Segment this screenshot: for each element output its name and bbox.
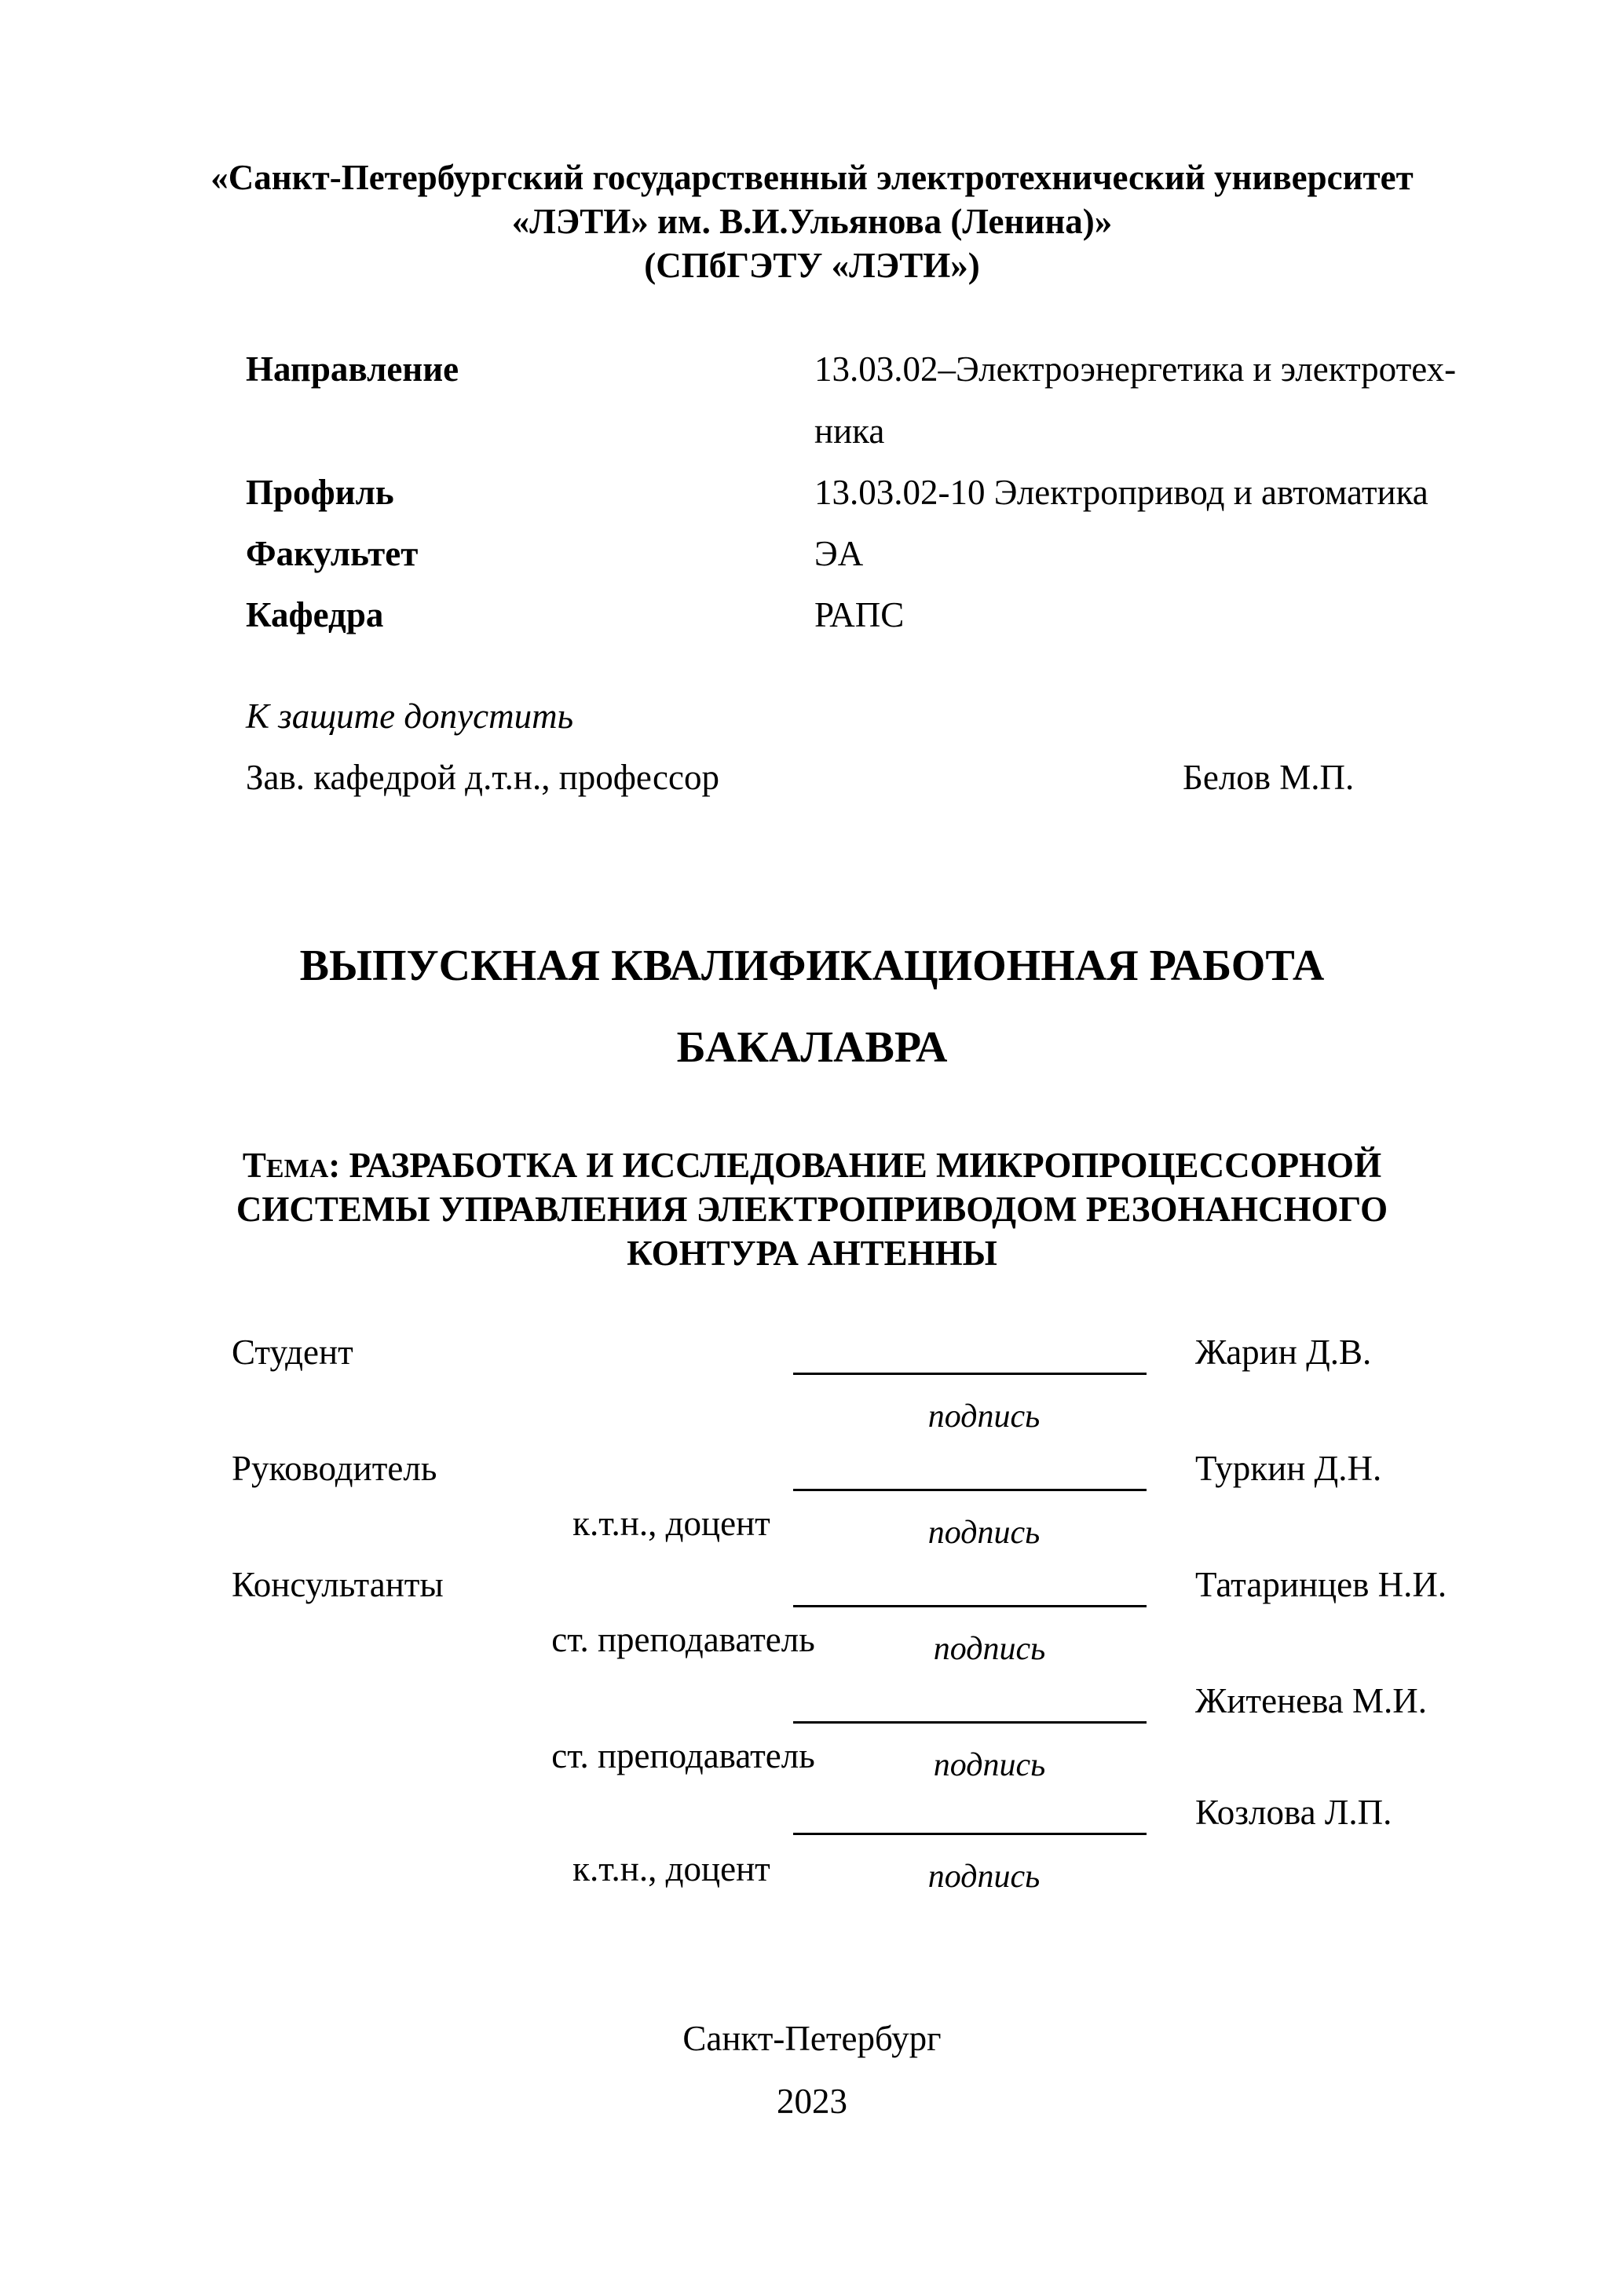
consultant2-signature-caption: подпись xyxy=(933,1747,1046,1783)
student-name: Жарин Д.В. xyxy=(1195,1333,1372,1372)
department-label: Кафедра xyxy=(246,595,384,634)
supervisor-name: Туркин Д.Н. xyxy=(1195,1449,1382,1488)
consultant3-signature-caption: подпись xyxy=(927,1859,1041,1895)
direction-label: Направление xyxy=(246,349,459,389)
footer-city: Санкт-Петербург xyxy=(682,2019,942,2058)
consultant3-signature-line xyxy=(793,1833,1147,1835)
thesis-title-line1: ВЫПУСКНАЯ КВАЛИФИКАЦИОННАЯ РАБОТА xyxy=(299,941,1325,990)
supervisor-role-label: Руководитель xyxy=(232,1449,437,1488)
supervisor-position: к.т.н., доцент xyxy=(572,1504,770,1543)
consultant2-signature-line xyxy=(793,1721,1147,1724)
consultant3-name: Козлова Л.П. xyxy=(1195,1793,1392,1832)
faculty-label: Факультет xyxy=(246,534,419,573)
profile-value: 13.03.02-10 Электропривод и автоматика xyxy=(814,473,1428,512)
approval-position: Зав. кафедрой д.т.н., профессор xyxy=(246,758,719,797)
consultant2-position: ст. преподаватель xyxy=(551,1736,815,1775)
theme-prefix-initial: Т xyxy=(242,1146,266,1185)
student-signature-caption: подпись xyxy=(927,1398,1041,1435)
direction-value-line1: 13.03.02–Электроэнергетика и электротех- xyxy=(814,349,1457,389)
consultant3-position: к.т.н., доцент xyxy=(572,1849,770,1888)
supervisor-signature-caption: подпись xyxy=(927,1515,1041,1551)
consultant1-position: ст. преподаватель xyxy=(551,1620,815,1659)
approval-name: Белов М.П. xyxy=(1183,758,1355,797)
theme-line2: СИСТЕМЫ УПРАВЛЕНИЯ ЭЛЕКТРОПРИВОДОМ РЕЗОНАНСНОГО xyxy=(236,1190,1388,1229)
consultant1-name: Татаринцев Н.И. xyxy=(1195,1565,1447,1604)
university-name-line2: «ЛЭТИ» им. В.И.Ульянова (Ленина)» xyxy=(511,202,1113,241)
profile-label: Профиль xyxy=(246,473,394,512)
theme-line3: КОНТУРА АНТЕННЫ xyxy=(627,1234,997,1273)
theme-line1 xyxy=(0,1143,1624,1191)
consultants-role-label: Консультанты xyxy=(232,1565,444,1604)
theme-line1-text: : РАЗРАБОТКА И ИССЛЕДОВАНИЕ МИКРОПРОЦЕССОРНОЙ xyxy=(328,1146,1382,1185)
university-abbreviation: (СПбГЭТУ «ЛЭТИ») xyxy=(644,246,980,285)
supervisor-signature-line xyxy=(793,1489,1147,1491)
consultant1-signature-caption: подпись xyxy=(933,1631,1046,1667)
thesis-title-line2: БАКАЛАВРА xyxy=(676,1023,948,1072)
consultant2-name: Житенева М.И. xyxy=(1195,1681,1427,1720)
student-role-label: Студент xyxy=(232,1333,353,1372)
department-value: РАПС xyxy=(814,595,905,634)
theme-prefix-rest: ЕМА xyxy=(265,1154,329,1183)
university-name-line1: «Санкт-Петербургский государственный электротехнический университет xyxy=(210,158,1414,197)
consultant1-signature-line xyxy=(793,1605,1147,1607)
faculty-value: ЭА xyxy=(814,534,864,573)
footer-year: 2023 xyxy=(777,2082,847,2121)
direction-value-line2: ника xyxy=(814,411,885,451)
approval-heading: К защите допустить xyxy=(246,696,574,736)
student-signature-line xyxy=(793,1373,1147,1375)
